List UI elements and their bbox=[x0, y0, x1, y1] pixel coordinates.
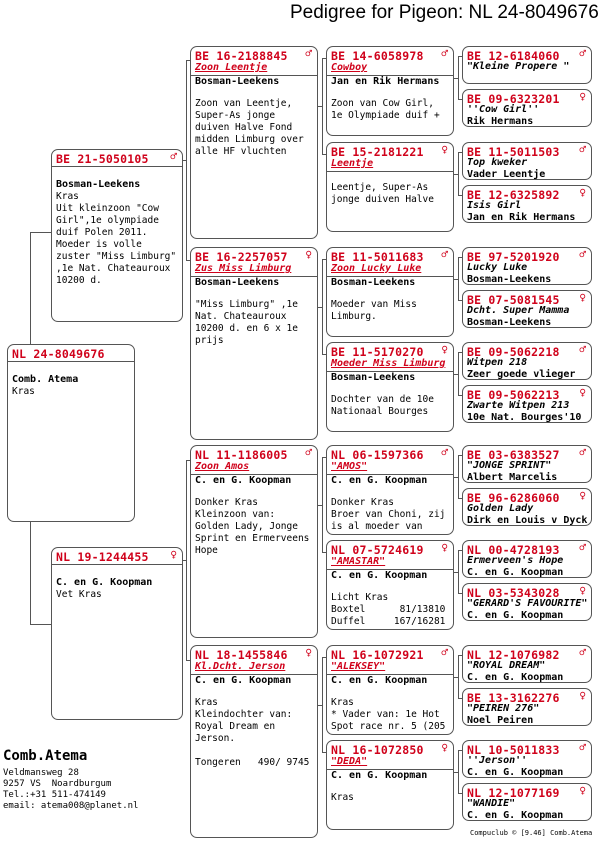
pigeon-card-small-7[interactable] bbox=[462, 342, 592, 380]
breeder-address: Veldmansweg 28 9257 VS Noardburgum Tel.:+31 511-474149 email: atema008@planet.nl bbox=[3, 768, 139, 811]
description: Kras Uit kleinzoon "Cow Girl",1e olympiade duif Polen 2011. Moeder is volle zuster "Miss Limburg" ,1e Nat. Chateauroux 10200 d. bbox=[56, 191, 177, 286]
connector-line bbox=[30, 232, 31, 344]
male-icon: ♂ bbox=[579, 741, 586, 754]
male-icon: ♂ bbox=[579, 446, 586, 459]
pigeon-name: ''Jerson'' bbox=[467, 755, 528, 766]
sire-card[interactable] bbox=[51, 149, 183, 322]
connector-line bbox=[458, 655, 459, 698]
connector-line bbox=[322, 58, 323, 154]
owner: 10e Nat. Bourges'10 bbox=[467, 412, 582, 423]
ring-number: NL 16-1072921 bbox=[331, 648, 424, 662]
owner: Zeer goede vlieger bbox=[467, 369, 576, 380]
male-icon: ♂ bbox=[441, 446, 448, 459]
connector-line bbox=[322, 259, 323, 354]
pigeon-card-gen4-7[interactable] bbox=[326, 645, 454, 735]
pigeon-card-gen3-2[interactable] bbox=[190, 247, 318, 440]
owner: Jan en Rik Hermans bbox=[467, 212, 576, 223]
female-icon: ♀ bbox=[579, 186, 586, 199]
ring-number: BE 09-5062218 bbox=[467, 345, 560, 359]
pigeon-name: Zoon Leentje bbox=[195, 62, 268, 73]
description: Kras * Vader van: 1e Hot Spot race nr. 5 (205 bbox=[331, 697, 446, 732]
pigeon-name: Ermerveen's Hope bbox=[467, 555, 564, 566]
female-icon: ♀ bbox=[441, 143, 448, 156]
pigeon-card-small-11[interactable] bbox=[462, 540, 592, 578]
pigeon-name: Zus Miss Limburg bbox=[195, 263, 292, 274]
owner: C. en G. Koopman bbox=[331, 475, 428, 486]
pigeon-card-small-13[interactable] bbox=[462, 645, 592, 683]
pigeon-name: Dcht. Super Mamma bbox=[467, 305, 570, 316]
pigeon-name: "ROYAL DREAM" bbox=[467, 660, 546, 671]
pigeon-name: "WANDIE" bbox=[467, 798, 516, 809]
subject-card[interactable] bbox=[7, 344, 135, 522]
pigeon-card-gen4-2[interactable] bbox=[326, 142, 454, 232]
connector-line bbox=[458, 750, 459, 793]
male-icon: ♂ bbox=[170, 150, 177, 163]
owner: C. en G. Koopman bbox=[467, 810, 564, 821]
pigeon-name: "AMASTAR" bbox=[331, 556, 386, 567]
ring-number: BE 13-3162276 bbox=[467, 691, 560, 705]
ring-number: BE 11-5011503 bbox=[467, 145, 560, 159]
pigeon-card-small-14[interactable] bbox=[462, 688, 592, 726]
ring-number: NL 16-1072850 bbox=[331, 743, 424, 757]
female-icon: ♀ bbox=[579, 784, 586, 797]
male-icon: ♂ bbox=[441, 47, 448, 60]
pigeon-name: Golden Lady bbox=[467, 503, 534, 514]
pigeon-card-small-8[interactable] bbox=[462, 385, 592, 423]
female-icon: ♀ bbox=[579, 386, 586, 399]
male-icon: ♂ bbox=[579, 646, 586, 659]
connector-line bbox=[458, 56, 459, 99]
pigeon-name: Zwarte Witpen 213 bbox=[467, 400, 570, 411]
owner: Bosman-Leekens bbox=[467, 274, 552, 285]
pigeon-card-gen3-4[interactable] bbox=[190, 645, 318, 838]
owner: C. en G. Koopman bbox=[195, 675, 292, 686]
pigeon-name: Witpen 218 bbox=[467, 357, 528, 368]
owner: Rik Hermans bbox=[467, 116, 534, 127]
ring-number: BE 09-6323201 bbox=[467, 92, 560, 106]
connector-line bbox=[458, 152, 459, 195]
ring-number: NL 12-1077169 bbox=[467, 786, 560, 800]
male-icon: ♂ bbox=[579, 47, 586, 60]
owner: Dirk en Louis v Dyck bbox=[467, 515, 588, 526]
female-icon: ♀ bbox=[579, 90, 586, 103]
connector-line bbox=[30, 232, 51, 233]
pigeon-card-gen4-4[interactable] bbox=[326, 342, 454, 432]
pigeon-name: Kl.Dcht. Jerson bbox=[195, 661, 286, 672]
description: Donker Kras Kleinzoon van: Golden Lady, Jonge Sprint en Ermerveens Hope bbox=[195, 497, 310, 556]
female-icon: ♀ bbox=[441, 541, 448, 554]
ring-number: BE 97-5201920 bbox=[467, 250, 560, 264]
pigeon-name: Zoon Amos bbox=[195, 461, 250, 472]
pigeon-name: "AMOS" bbox=[331, 461, 368, 472]
ring-number: NL 10-5011833 bbox=[467, 743, 560, 757]
pigeon-card-small-10[interactable] bbox=[462, 488, 592, 526]
pigeon-card-small-15[interactable] bbox=[462, 740, 592, 778]
ring-number: NL 11-1186005 bbox=[195, 448, 288, 462]
pigeon-name: Isis Girl bbox=[467, 200, 522, 211]
pigeon-name: "ALEKSEY" bbox=[331, 661, 386, 672]
owner: Comb. Atema bbox=[12, 374, 79, 385]
male-icon: ♂ bbox=[579, 541, 586, 554]
ring-number: NL 06-1597366 bbox=[331, 448, 424, 462]
male-icon: ♂ bbox=[305, 446, 312, 459]
description: Leentje, Super-As jonge duiven Halve bbox=[331, 182, 434, 205]
pigeon-name: "PEIREN 276" bbox=[467, 703, 540, 714]
connector-line bbox=[186, 460, 187, 660]
pigeon-name: Cowboy bbox=[331, 62, 368, 73]
connector-line bbox=[458, 352, 459, 395]
connector-line bbox=[186, 60, 187, 260]
pigeon-card-small-16[interactable] bbox=[462, 783, 592, 821]
pigeon-name: Zoon Lucky Luke bbox=[331, 263, 422, 274]
breeder-name: Comb.Atema bbox=[3, 748, 88, 764]
male-icon: ♂ bbox=[305, 47, 312, 60]
ring-number: NL 24-8049676 bbox=[12, 347, 105, 361]
ring-number: BE 14-6058978 bbox=[331, 49, 424, 63]
ring-number: NL 18-1455846 bbox=[195, 648, 288, 662]
ring-number: BE 16-2257057 bbox=[195, 250, 288, 264]
pigeon-card-gen4-1[interactable] bbox=[326, 46, 454, 136]
pigeon-card-small-6[interactable] bbox=[462, 290, 592, 328]
female-icon: ♀ bbox=[441, 741, 448, 754]
owner: C. en G. Koopman bbox=[467, 767, 564, 778]
female-icon: ♀ bbox=[305, 248, 312, 261]
owner: Albert Marcelis bbox=[467, 472, 558, 483]
description: Moeder van Miss Limburg. bbox=[331, 299, 423, 322]
pigeon-card-small-3[interactable] bbox=[462, 142, 592, 180]
connector-line bbox=[458, 550, 459, 593]
pigeon-card-small-5[interactable] bbox=[462, 247, 592, 285]
female-icon: ♀ bbox=[579, 689, 586, 702]
connector-line bbox=[322, 457, 323, 552]
ring-number: BE 03-6383527 bbox=[467, 448, 560, 462]
owner: C. en G. Koopman bbox=[467, 672, 564, 683]
pigeon-name: Top kweker bbox=[467, 157, 528, 168]
description: Kras Kleindochter van: Royal Dream en Jerson. Tongeren 490/ 9745 bbox=[195, 697, 310, 768]
owner: Bosman-Leekens bbox=[331, 277, 416, 288]
owner: Bosman-Leekens bbox=[56, 179, 141, 190]
connector-line bbox=[30, 624, 51, 625]
ring-number: BE 15-2181221 bbox=[331, 145, 424, 159]
description: Zoon van Cow Girl, 1e Olympiade duif + bbox=[331, 98, 440, 121]
owner: Bosman-Leekens bbox=[467, 317, 552, 328]
ring-number: NL 19-1244455 bbox=[56, 550, 149, 564]
pigeon-name: "GERARD'S FAVOURITE" bbox=[467, 598, 588, 609]
ring-number: NL 03-5343028 bbox=[467, 586, 560, 600]
pigeon-name: ''Cow Girl'' bbox=[467, 104, 540, 115]
ring-number: BE 11-5011683 bbox=[331, 250, 424, 264]
ring-number: BE 12-6184060 bbox=[467, 49, 560, 63]
male-icon: ♂ bbox=[579, 143, 586, 156]
owner: Noel Peiren bbox=[467, 715, 534, 726]
description: Kras bbox=[12, 386, 35, 397]
connector-line bbox=[30, 522, 31, 624]
owner: C. en G. Koopman bbox=[467, 610, 564, 621]
owner: C. en G. Koopman bbox=[467, 567, 564, 578]
page-title: Pedigree for Pigeon: NL 24-8049676 bbox=[290, 2, 599, 23]
pigeon-name: "Kleine Propere " bbox=[467, 61, 570, 72]
software-credit: Compuclub © [9.46] Comb.Atema bbox=[470, 829, 593, 837]
pigeon-card-small-12[interactable] bbox=[462, 583, 592, 621]
ring-number: BE 11-5170270 bbox=[331, 345, 424, 359]
male-icon: ♂ bbox=[441, 248, 448, 261]
female-icon: ♀ bbox=[170, 548, 177, 561]
female-icon: ♀ bbox=[441, 343, 448, 356]
pigeon-name: "DEDA" bbox=[331, 756, 368, 767]
description: Licht Kras Boxtel 81/13810 Duffel 167/16281 bbox=[331, 592, 446, 627]
ring-number: BE 96-6286060 bbox=[467, 491, 560, 505]
female-icon: ♀ bbox=[305, 646, 312, 659]
description: Vet Kras bbox=[56, 589, 102, 600]
connector-line bbox=[458, 257, 459, 300]
pigeon-card-gen4-5[interactable] bbox=[326, 445, 454, 535]
pigeon-card-gen3-1[interactable] bbox=[190, 46, 318, 239]
owner: Bosman-Leekens bbox=[195, 277, 280, 288]
ring-number: BE 21-5050105 bbox=[56, 152, 149, 166]
female-icon: ♀ bbox=[579, 489, 586, 502]
pigeon-name: Moeder Miss Limburg bbox=[331, 358, 446, 369]
owner: C. en G. Koopman bbox=[331, 570, 428, 581]
description: Zoon van Leentje, Super-As jonge duiven Halve Fond midden Limburg over alle HF vluchten bbox=[195, 98, 310, 157]
pigeon-card-small-2[interactable] bbox=[462, 89, 592, 127]
owner: C. en G. Koopman bbox=[331, 770, 428, 781]
ring-number: NL 07-5724619 bbox=[331, 543, 424, 557]
ring-number: BE 12-6325892 bbox=[467, 188, 560, 202]
owner: Bosman-Leekens bbox=[331, 372, 416, 383]
female-icon: ♀ bbox=[579, 291, 586, 304]
connector-line bbox=[458, 455, 459, 498]
pigeon-card-gen3-3[interactable] bbox=[190, 445, 318, 638]
ring-number: NL 00-4728193 bbox=[467, 543, 560, 557]
dam-card[interactable] bbox=[51, 547, 183, 720]
ring-number: BE 09-5062213 bbox=[467, 388, 560, 402]
owner: C. en G. Koopman bbox=[56, 577, 153, 588]
ring-number: NL 12-1076982 bbox=[467, 648, 560, 662]
pigeon-card-gen4-8[interactable] bbox=[326, 740, 454, 830]
male-icon: ♂ bbox=[441, 646, 448, 659]
description: Donker Kras Broer van Choni, zij is al moeder van bbox=[331, 497, 446, 532]
description: Dochter van de 10e Nationaal Bourges bbox=[331, 394, 440, 417]
connector-line bbox=[322, 657, 323, 752]
owner: C. en G. Koopman bbox=[195, 475, 292, 486]
owner: C. en G. Koopman bbox=[331, 675, 428, 686]
male-icon: ♂ bbox=[579, 343, 586, 356]
description: Kras bbox=[331, 792, 354, 803]
male-icon: ♂ bbox=[579, 248, 586, 261]
pigeon-name: Leentje bbox=[331, 158, 374, 169]
pigeon-name: "JONGE SPRINT" bbox=[467, 460, 552, 471]
ring-number: BE 07-5081545 bbox=[467, 293, 560, 307]
pigeon-card-gen4-6[interactable] bbox=[326, 540, 454, 630]
female-icon: ♀ bbox=[579, 584, 586, 597]
pigeon-name: Lucky Luke bbox=[467, 262, 528, 273]
owner: Vader Leentje bbox=[467, 169, 546, 180]
description: "Miss Limburg" ,1e Nat. Chateauroux 10200 d. en 6 x 1e prijs bbox=[195, 299, 304, 346]
ring-number: BE 16-2188845 bbox=[195, 49, 288, 63]
pigeon-card-small-9[interactable] bbox=[462, 445, 592, 483]
owner: Bosman-Leekens bbox=[195, 76, 280, 87]
pigeon-card-gen4-3[interactable] bbox=[326, 247, 454, 337]
pigeon-card-small-4[interactable] bbox=[462, 185, 592, 223]
owner: Jan en Rik Hermans bbox=[331, 76, 440, 87]
pigeon-card-small-1[interactable] bbox=[462, 46, 592, 84]
